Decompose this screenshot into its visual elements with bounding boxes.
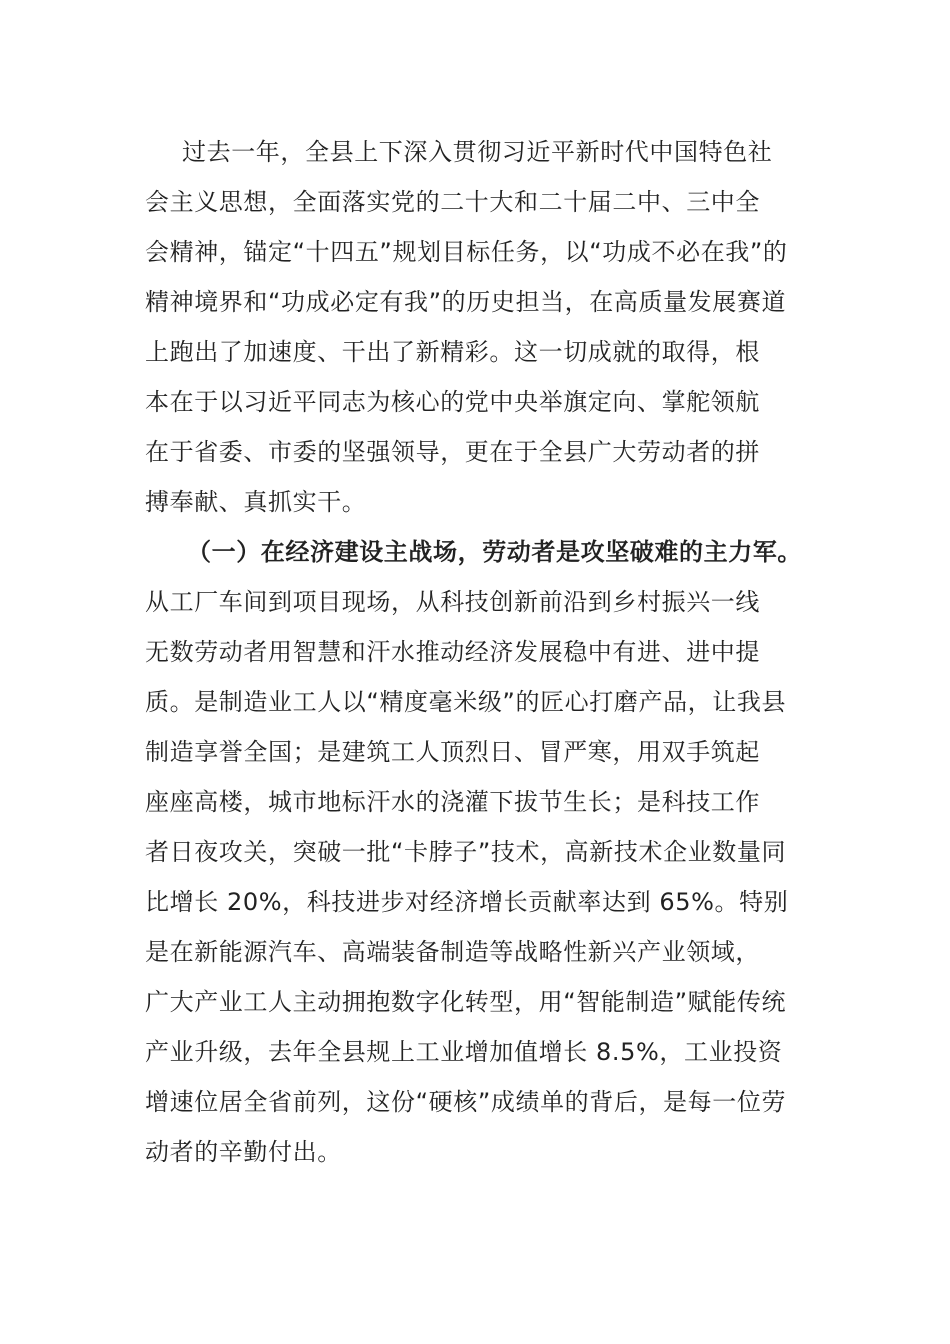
text-line: 座座高楼，城市地标汗水的浇灌下拔节生长；是科技工作 <box>145 788 760 816</box>
text-line: 产业升级，去年全县规上工业增加值增长 8.5%，工业投资 <box>145 1038 783 1066</box>
text-line: 比增长 20%，科技进步对经济增长贡献率达到 65%。特别 <box>145 888 789 916</box>
text-line: 质。是制造业工人以“精度毫米级”的匠心打磨产品，让我县 <box>145 688 787 716</box>
section-heading: （一）在经济建设主战场，劳动者是攻坚破难的主力军。 <box>187 538 802 566</box>
text-line: 无数劳动者用智慧和汗水推动经济发展稳中有进、进中提 <box>145 638 760 666</box>
paragraph-economy <box>145 577 815 1177</box>
text-line: 者日夜攻关，突破一批“卡脖子”技术，高新技术企业数量同 <box>145 838 787 866</box>
text-line: 上跑出了加速度、干出了新精彩。这一切成就的取得，根 <box>145 338 760 366</box>
text-line: 制造享誉全国；是建筑工人顶烈日、冒严寒，用双手筑起 <box>145 738 760 766</box>
text-line: 本在于以习近平同志为核心的党中央举旗定向、掌舵领航 <box>145 388 760 416</box>
text-line: 广大产业工人主动拥抱数字化转型，用“智能制造”赋能传统 <box>145 988 787 1016</box>
text-line: 会精神，锚定“十四五”规划目标任务，以“功成不必在我”的 <box>145 238 788 266</box>
paragraph-intro <box>145 127 815 527</box>
text-line: 增速位居全省前列，这份“硬核”成绩单的背后，是每一位劳 <box>145 1088 787 1116</box>
document-body <box>145 127 815 1177</box>
text-line: 会主义思想，全面落实党的二十大和二十届二中、三中全 <box>145 188 760 216</box>
text-line: 搏奉献、真抓实干。 <box>145 488 367 516</box>
text-line: 动者的辛勤付出。 <box>145 1138 342 1166</box>
text-line: 从工厂车间到项目现场，从科技创新前沿到乡村振兴一线 <box>145 588 760 616</box>
text-line: 在于省委、市委的坚强领导，更在于全县广大劳动者的拼 <box>145 438 760 466</box>
text-line: 过去一年，全县上下深入贯彻习近平新时代中国特色社 <box>182 138 773 166</box>
text-line: 是在新能源汽车、高端装备制造等战略性新兴产业领域， <box>145 938 760 966</box>
text-line: 精神境界和“功成必定有我”的历史担当，在高质量发展赛道 <box>145 288 787 316</box>
